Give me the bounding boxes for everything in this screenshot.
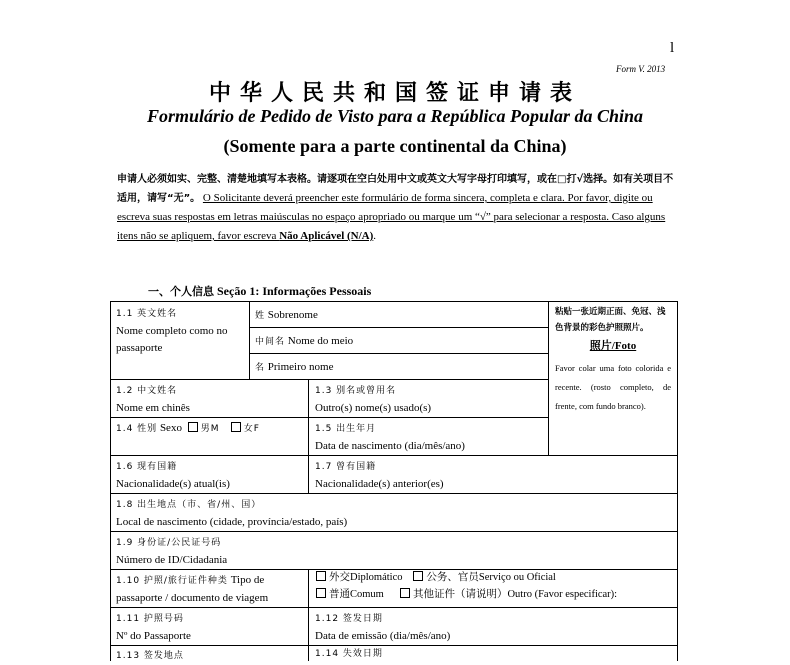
other-checkbox[interactable] [400, 588, 410, 598]
middle-name-cn: 中间名 [255, 337, 286, 347]
field-1-10-pt: Tipo de passaporte / documento de viagem [116, 574, 269, 604]
field-1-12-pt: Data de emissão (dia/mês/ano) [315, 630, 451, 642]
field-1-5[interactable] [315, 420, 545, 455]
field-1-7[interactable] [315, 458, 673, 493]
page-mark: l [670, 40, 675, 56]
field-1-5-cn: 1.5 出生年月 [315, 424, 377, 434]
field-1-9[interactable] [116, 534, 672, 569]
field-1-8-pt: Local de nascimento (cidade, província/estado, país) [116, 516, 348, 528]
passport-type-options [313, 569, 675, 603]
field-1-6-cn: 1.6 现有国籍 [116, 462, 178, 472]
field-1-2[interactable] [116, 382, 304, 417]
photo-title: 照片/Foto [589, 340, 637, 352]
female-checkbox[interactable] [231, 422, 241, 432]
photo-instruction-pt: Favor colar uma foto colorida e recente. (rosto completo, de frente, com fundo branco). [555, 363, 671, 411]
female-label: 女F [243, 424, 260, 434]
field-1-11-pt: Nº do Passaporte [116, 630, 191, 642]
surname-field[interactable] [255, 307, 545, 325]
field-1-12-cn: 1.12 签发日期 [315, 614, 383, 624]
field-1-11[interactable] [116, 610, 304, 645]
middle-name-pt: Nome do meio [287, 335, 354, 347]
field-1-7-cn: 1.7 曾有国籍 [315, 462, 377, 472]
given-name-field[interactable] [255, 359, 545, 377]
field-1-3[interactable] [315, 382, 545, 417]
surname-pt: Sobrenome [267, 309, 318, 321]
field-1-8[interactable] [116, 496, 672, 531]
intro-chinese: 申请人必须如实、完整、清楚地填写本表格。请逐项在空白处用中文或英文大写字母打印填写，或在□打√选择。如有关项目不适用，请写“无”。 [117, 174, 674, 204]
field-1-3-cn: 1.3 别名或曾用名 [315, 386, 397, 396]
field-1-4 [116, 420, 306, 438]
field-1-4-pt: Sexo [159, 422, 182, 434]
field-1-8-cn: 1.8 出生地点（市、省/州、国） [116, 500, 262, 510]
field-1-9-cn: 1.9 身份证/公民证号码 [116, 538, 222, 548]
subtitle: (Somente para a parte continental da China) [223, 136, 567, 156]
field-1-4-cn: 1.4 性别 [116, 424, 158, 434]
diplomatic-label: 外交Diplomático [329, 572, 403, 583]
other-label: 其他证件（请说明）Outro (Favor especificar): [412, 589, 618, 600]
field-1-9-pt: Número de ID/Cidadania [116, 554, 228, 566]
form-code: Form V. 2013 [616, 64, 666, 74]
field-1-14-cn: 1.14 失效日期 [315, 649, 383, 659]
photo-instruction-cn: 粘贴一张近期正面、免冠、浅色背景的彩色护照照片。 [555, 307, 666, 333]
intro-end: . [373, 230, 377, 242]
field-1-10-label [116, 572, 304, 607]
field-1-13[interactable] [116, 647, 304, 665]
field-1-11-cn: 1.11 护照号码 [116, 614, 184, 624]
given-name-cn: 名 [255, 363, 266, 373]
field-1-2-cn: 1.2 中文姓名 [116, 386, 178, 396]
ordinary-label: 普通Comum [329, 589, 384, 600]
surname-cn: 姓 [255, 311, 266, 321]
photo-box[interactable] [555, 304, 671, 416]
middle-name-field[interactable] [255, 333, 545, 351]
field-1-6[interactable] [116, 458, 304, 493]
field-1-7-pt: Nacionalidade(s) anterior(es) [315, 478, 444, 490]
field-1-13-cn: 1.13 签发地点 [116, 651, 184, 661]
title-portuguese: Formulário de Pedido de Visto para a República Popular da China [146, 106, 644, 126]
field-1-1-pt: Nome completo como no passaporte [116, 325, 228, 354]
field-1-6-pt: Nacionalidade(s) atual(is) [116, 478, 230, 490]
title-chinese: 中华人民共和国签证申请表 [208, 81, 581, 106]
service-label: 公务、官员Serviço ou Oficial [426, 572, 556, 583]
intro-na-note: Não Aplicável (N/A) [279, 230, 374, 242]
field-1-12[interactable] [315, 610, 673, 645]
male-label: 男M [200, 424, 220, 434]
intro-portuguese: O Solicitante deverá preencher este formulário de forma sincera, completa e clara. Por favor, digite ou escreva suas respostas em letras maiúsculas no espaço apropriado ou marque um “√” para selecionar a resposta. Caso alguns itens não se apliquem, favor escreva [117, 192, 666, 242]
field-1-1-label [116, 305, 244, 357]
male-checkbox[interactable] [188, 422, 198, 432]
section-1-cn: 一、个人信息 [148, 285, 214, 298]
service-checkbox[interactable] [413, 571, 423, 581]
field-1-5-pt: Data de nascimento (dia/mês/ano) [315, 440, 465, 452]
field-1-2-pt: Nome em chinês [116, 402, 190, 414]
section-1-pt: Seção 1: Informações Pessoais [217, 284, 372, 298]
ordinary-checkbox[interactable] [316, 588, 326, 598]
field-1-3-pt: Outro(s) nome(s) usado(s) [315, 402, 432, 414]
diplomatic-checkbox[interactable] [316, 571, 326, 581]
field-1-14[interactable] [315, 645, 673, 663]
given-name-pt: Primeiro nome [267, 361, 334, 373]
field-1-1-cn: 1.1 英文姓名 [116, 309, 178, 319]
field-1-10-cn: 1.10 护照/旅行证件种类 [116, 576, 228, 586]
